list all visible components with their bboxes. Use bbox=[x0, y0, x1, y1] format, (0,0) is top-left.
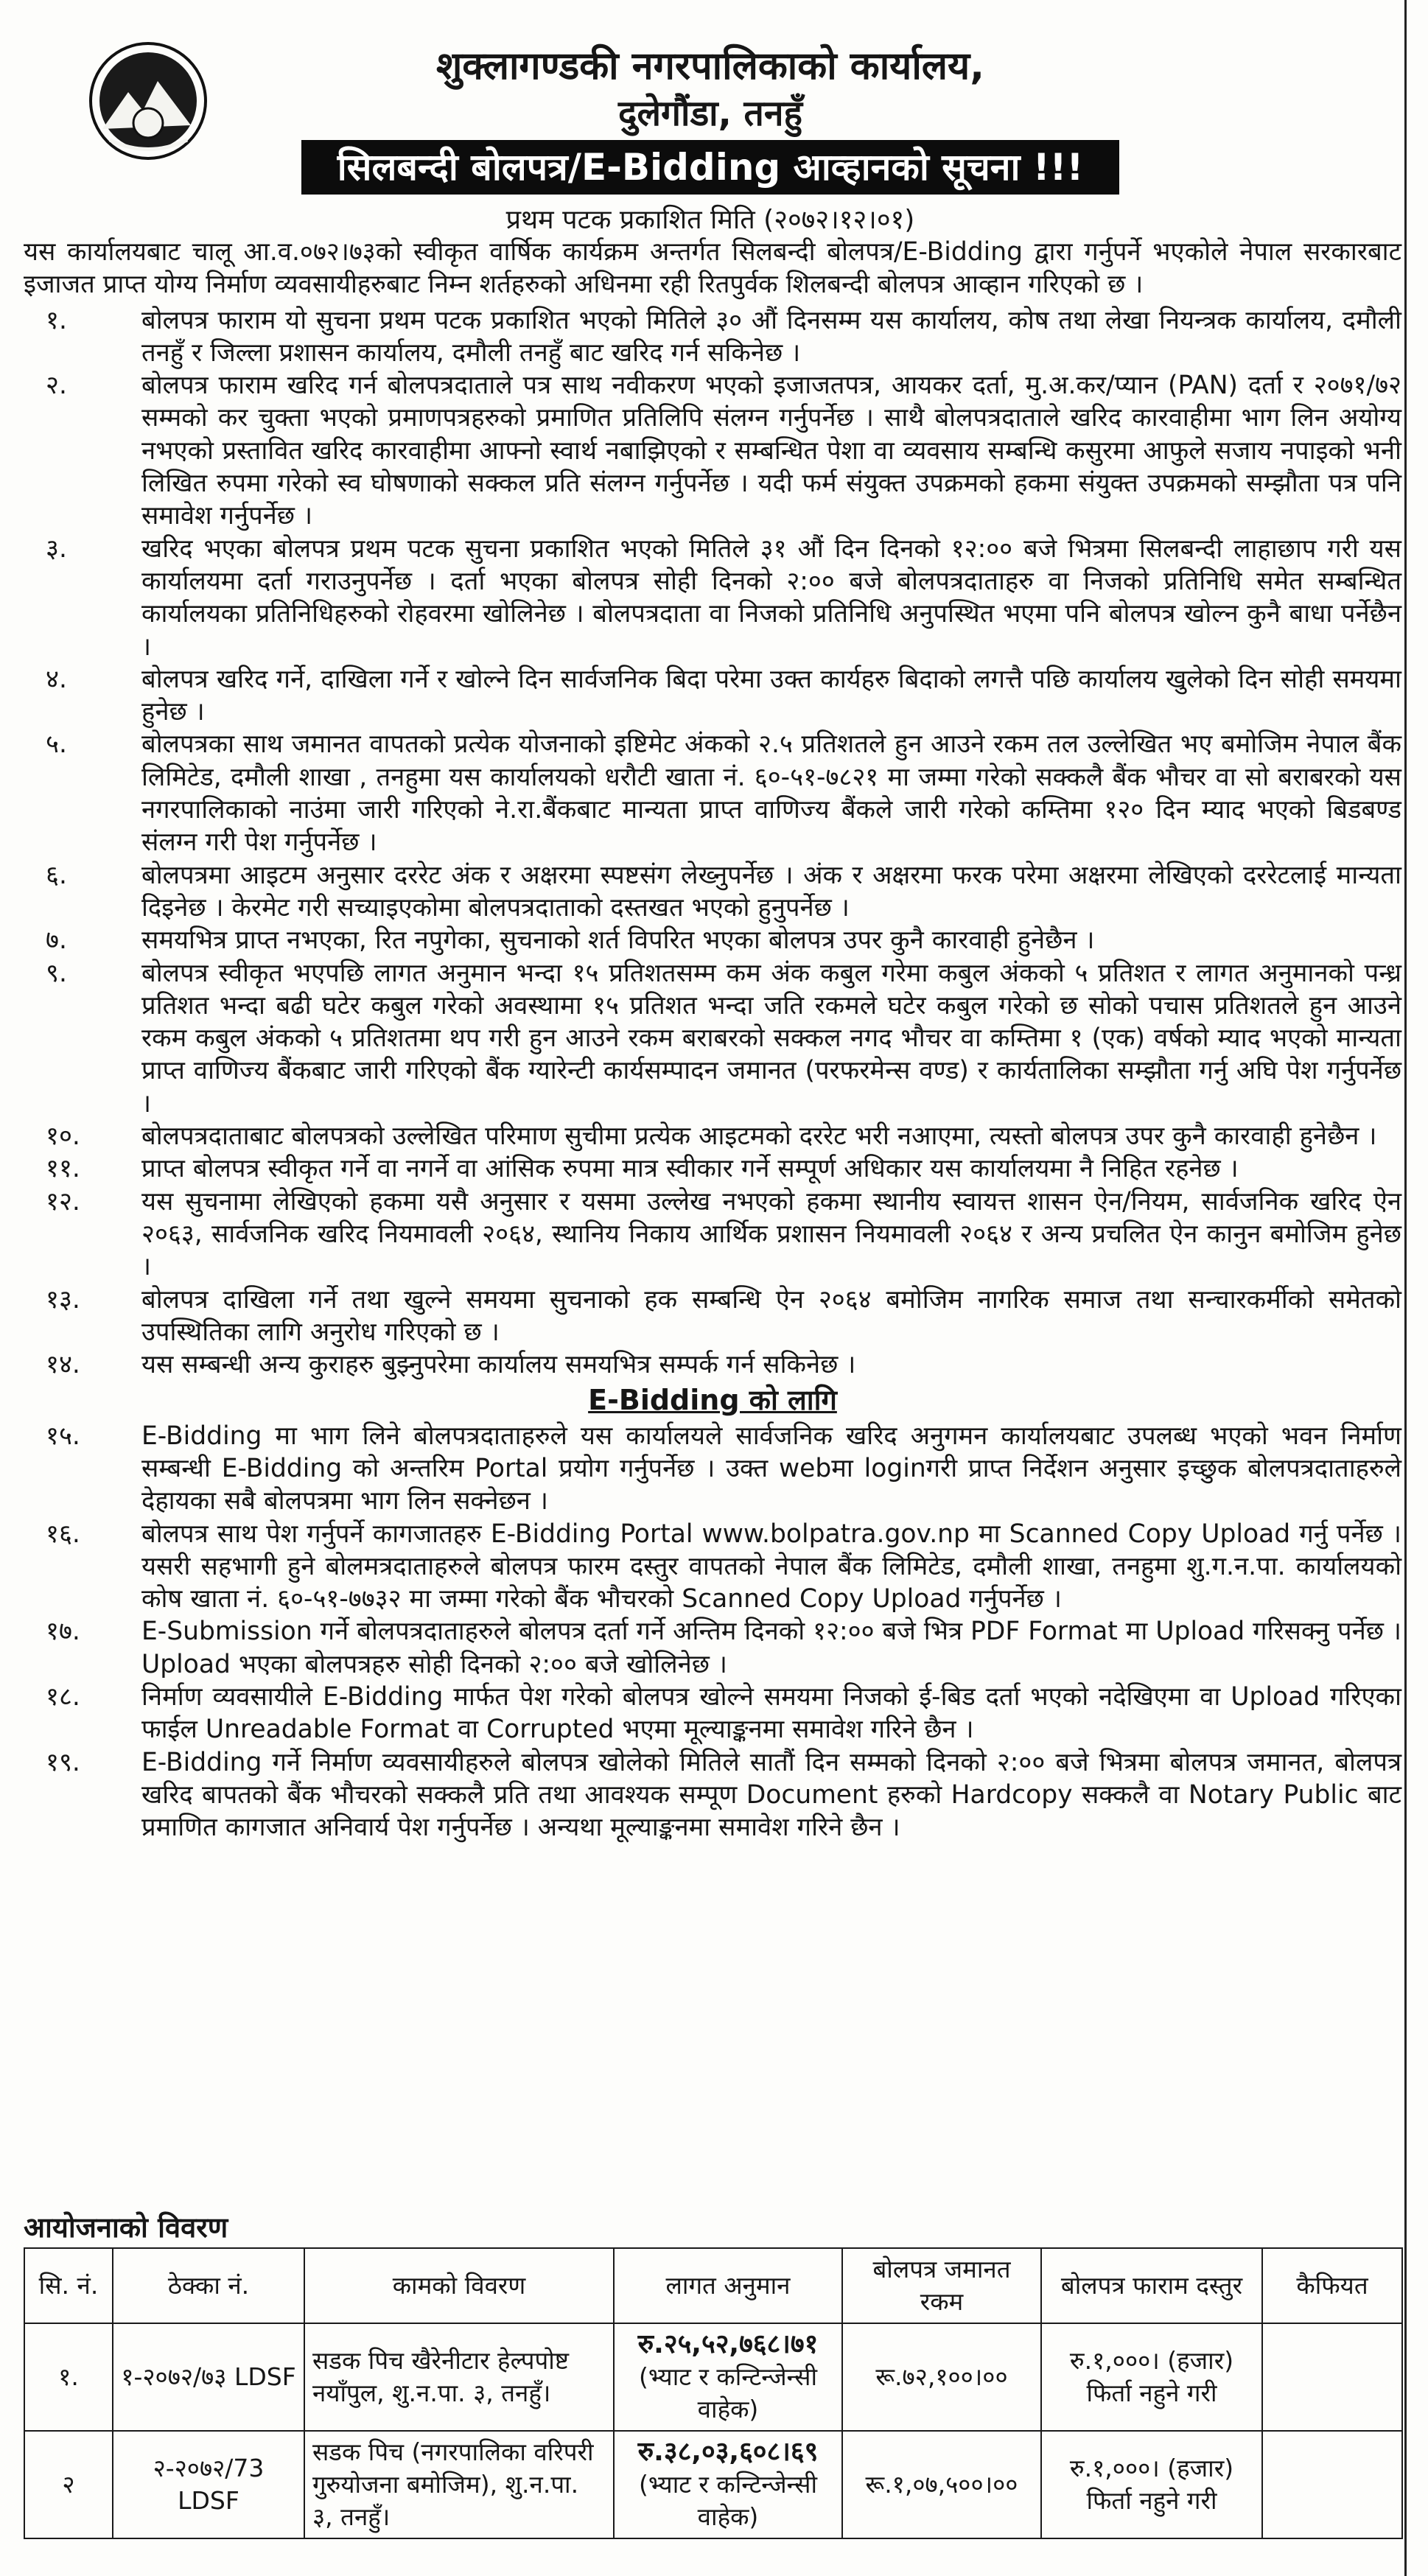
clause-number: ४. bbox=[46, 664, 67, 694]
clause-item bbox=[24, 1681, 1401, 1746]
table-row bbox=[24, 2323, 1402, 2431]
notice-page bbox=[10, 0, 1410, 2576]
clause-item bbox=[24, 1186, 1401, 1284]
clause-number: १. bbox=[46, 305, 67, 335]
clause-item bbox=[24, 1284, 1401, 1349]
row-fee: रु.१,०००। (हजार) फिर्ता नहुने गरी bbox=[1041, 2323, 1262, 2431]
clause-text: प्राप्त बोलपत्र स्वीकृत गर्ने वा नगर्ने वा आंसिक रुपमा मात्र स्वीकार गर्ने सम्पूर्ण अधिकार यस कार्यालयमा नै निहित रहनेछ । bbox=[141, 1154, 1239, 1184]
clause-text: यस सुचनामा लेखिएको हकमा यसै अनुसार र यसमा उल्लेख नभएको हकमा स्थानीय स्वायत्त शासन ऐन/नियम, सार्वजनिक खरिद ऐन २०६३, सार्वजनिक खरिद नियमावली २०६४, स्थानिय निकाय आर्थिक प्रशासन नियमावली २०६४ र अन्य प्रचलित ऐन कानुन बमोजिम हुनेछ । bbox=[141, 1186, 1401, 1282]
row-contract: २-२०७२/73 LDSF bbox=[113, 2431, 304, 2538]
clause-item bbox=[24, 1518, 1401, 1616]
clauses-list bbox=[24, 304, 1401, 1382]
clause-number: १९. bbox=[46, 1747, 80, 1777]
clause-item bbox=[24, 957, 1401, 1120]
clause-text: बोलपत्रमा आइटम अनुसार दररेट अंक र अक्षरमा स्पष्टसंग लेख्नुपर्नेछ । अंक र अक्षरमा फरक परेमा अक्षरमा लेखिएको दररेटलाई मान्यता दिइनेछ । केरमेट गरी सच्याइएकोमा बोलपत्रदाताको दस्तखत भएको हुनुपर्नेछ । bbox=[141, 860, 1401, 923]
clause-text: बोलपत्र खरिद गर्ने, दाखिला गर्ने र खोल्ने दिन सार्वजनिक बिदा परेमा उक्त कार्यहरु बिदाको लगत्तै पछि कार्यालय खुलेको दिन सोही समयमा हुनेछ । bbox=[141, 664, 1401, 727]
col-form-fee: बोलपत्र फाराम दस्तुर bbox=[1041, 2248, 1262, 2323]
row-fee: रु.१,०००। (हजार) फिर्ता नहुने गरी bbox=[1041, 2431, 1262, 2538]
clause-text: E-Submission गर्ने बोलपत्रदाताहरुले बोलपत्र दर्ता गर्ने अन्तिम दिनको १२:०० बजे भित्र PDF Format मा Upload गरिसक्नु पर्नेछ । Upload भएका बोलपत्रहरु सोही दिनको २:०० बजे खोलिनेछ । bbox=[141, 1617, 1401, 1679]
row-sn: २ bbox=[24, 2431, 113, 2538]
col-sn: सि. नं. bbox=[24, 2248, 113, 2323]
clause-text: बोलपत्र स्वीकृत भएपछि लागत अनुमान भन्दा १५ प्रतिशतसम्म कम अंक कबुल गरेमा कबुल अंकको ५ प्रतिशत र लागत अनुमानको पन्ध्र प्रतिशत भन्दा बढी घटेर कबुल गरेको अवस्थामा १५ प्रतिशत भन्दा जति रकमले घटेर कबुल गरेको छ सोको पचास प्रतिशतले हुन आउने रकम कबुल अंकको ५ प्रतिशतमा थप गरी हुन आउने रकम बराबरको सक्कल नगद भौचर वा कम्तिमा १ (एक) वर्षको म्याद भएको मान्यता प्राप्त वाणिज्य बैंकबाट जारी गरिएको बैंक ग्यारेन्टी कार्यसम्पादन जमानत (परफरमेन्स वण्ड) र कार्यतालिका सम्झौता गर्नु अघि पेश गर्नुपर्नेछ । bbox=[141, 958, 1401, 1119]
clause-item bbox=[24, 663, 1401, 729]
clause-number: ३. bbox=[46, 533, 67, 564]
office-address: दुलेगौंडा, तनहुँ bbox=[617, 93, 803, 134]
clause-item bbox=[24, 924, 1401, 956]
row-description: सडक पिच खैरेनीटार हेल्पपोष्ट नयाँपुल, शु.न.पा. ३, तनहुँ। bbox=[304, 2323, 614, 2431]
ebidding-heading: E-Bidding को लागि bbox=[588, 1384, 837, 1417]
project-table-title: आयोजनाको विवरण bbox=[24, 2211, 228, 2244]
office-name: शुक्लागण्डकी नगरपालिकाको कार्यालय, bbox=[436, 44, 984, 88]
notice-banner-title: सिलबन्दी बोलपत्र/E-Bidding आव्हानको सूचना !!! bbox=[301, 140, 1119, 195]
clause-item bbox=[24, 533, 1401, 663]
clause-item bbox=[24, 1615, 1401, 1681]
ebidding-clauses-list bbox=[24, 1420, 1401, 1844]
clause-text: बोलपत्रदाताबाट बोलपत्रको उल्लेखित परिमाण सुचीमा प्रत्येक आइटमको दररेट भरी नआएमा, त्यस्तो बोलपत्र उपर कुनै कारवाही हुनेछैन । bbox=[141, 1121, 1377, 1152]
clause-number: ७. bbox=[46, 925, 67, 956]
clause-text: समयभित्र प्राप्त नभएका, रित नपुगेका, सुचनाको शर्त विपरित भएका बोलपत्र उपर कुनै कारवाही हुनेछैन । bbox=[141, 925, 1095, 956]
nepal-emblem-icon bbox=[88, 41, 209, 162]
clause-text: बोलपत्रका साथ जमानत वापतको प्रत्येक योजनाको इष्टिमेट अंकको २.५ प्रतिशतले हुन आउने रकम तल उल्लेखित भए बमोजिम नेपाल बैंक लिमिटेड, दमौली शाखा , तनहुमा यस कार्यालयको धरौटी खाता नं. ६०-५१-७८२१ मा जम्मा गरेको सक्कलै बैंक भौचर वा सो बराबरको यस नगरपालिकाको नाउंमा जारी गरिएको ने.रा.बैंकबाट मान्यता प्राप्त वाणिज्य बैंकले जारी गरेको कम्तिमा १२० दिन म्याद भएको बिडबण्ड संलग्न गरी पेश गर्नुपर्नेछ । bbox=[141, 729, 1401, 858]
clause-item bbox=[24, 304, 1401, 370]
clause-item bbox=[24, 1348, 1401, 1381]
clause-number: २. bbox=[46, 371, 67, 401]
col-contract: ठेक्का नं. bbox=[113, 2248, 304, 2323]
row-contract: १-२०७२/७३ LDSF bbox=[113, 2323, 304, 2431]
clause-text: यस सम्बन्धी अन्य कुराहरु बुझ्नुपरेमा कार्यालय समयभित्र सम्पर्क गर्न सकिनेछ । bbox=[141, 1350, 856, 1380]
col-remarks: कैफियत bbox=[1262, 2248, 1402, 2323]
clause-text: खरिद भएका बोलपत्र प्रथम पटक सुचना प्रकाशित भएको मितिले ३१ औं दिन दिनको १२:०० बजे भित्रमा सिलबन्दी लाहाछाप गरी यस कार्यालयमा दर्ता गराउनुपर्नेछ । दर्ता भएका बोलपत्र सोही दिनको २:०० बजे बोलपत्रदाताहरु वा निजको प्रतिनिधि समेत सम्बन्धित कार्यालयका प्रतिनिधिहरुको रोहवरमा खोलिनेछ । बोलपत्रदाता वा निजको प्रतिनिधि अनुपस्थित भएमा पनि बोलपत्र खोल्न कुनै बाधा पर्नेछैन । bbox=[141, 533, 1401, 662]
row-cost: रु.२५,५२,७६८।७१ bbox=[637, 2329, 819, 2359]
clause-number: १२. bbox=[46, 1186, 80, 1217]
row-security: रू.१,०७,५००।०० bbox=[842, 2431, 1041, 2538]
clause-text: बोलपत्र फाराम यो सुचना प्रथम पटक प्रकाशित भएको मितिले ३० औं दिनसम्म यस कार्यालय, कोष तथा लेखा नियन्त्रक कार्यालय, दमौली तनहुँ र जिल्ला प्रशासन कार्यालय, दमौली तनहुँ बाट खरिद गर्न सकिनेछ । bbox=[141, 305, 1401, 368]
clause-number: १७. bbox=[46, 1617, 80, 1647]
clause-number: १८. bbox=[46, 1682, 80, 1712]
row-cost: रु.३८,०३,६०८।६९ bbox=[637, 2437, 819, 2467]
clause-number: ११. bbox=[46, 1154, 80, 1184]
row-cost-note: (भ्याट र कन्टिन्जेन्सी वाहेक) bbox=[638, 2362, 818, 2423]
row-cost-cell bbox=[614, 2431, 842, 2538]
clause-number: ६. bbox=[46, 860, 67, 890]
clause-number: १५. bbox=[46, 1421, 80, 1451]
clause-item bbox=[24, 1420, 1401, 1518]
clause-item bbox=[24, 369, 1401, 532]
clause-text: बोलपत्र दाखिला गर्ने तथा खुल्ने समयमा सुचनाको हक सम्बन्धि ऐन २०६४ बमोजिम नागरिक समाज तथा सन्चारकर्मीको समेतको उपस्थितिका लागि अनुरोध गरिएको छ । bbox=[141, 1284, 1401, 1347]
col-description: कामको विवरण bbox=[304, 2248, 614, 2323]
intro-paragraph: यस कार्यालयबाट चालू आ.व.०७२।७३को स्वीकृत वार्षिक कार्यक्रम अन्तर्गत सिलबन्दी बोलपत्र/E-Bidding द्वारा गर्नुपर्ने भएकोले नेपाल सरकारबाट इजाजत प्राप्त योग्य निर्माण व्यवसायीहरुबाट निम्न शर्तहरुको अधिनमा रही रितपुर्वक शिलबन्दी बोलपत्र आव्हान गरिएको छ । bbox=[24, 237, 1401, 300]
table-header-row bbox=[24, 2248, 1402, 2323]
clause-text: E-Bidding गर्ने निर्माण व्यवसायीहरुले बोलपत्र खोलेको मितिले सातौं दिन सम्मको दिनको २:०० बजे भित्रमा बोलपत्र जमानत, बोलपत्र खरिद बापतको बैंक भौचरको सक्कलै प्रति तथा आवश्यक सम्पूण Document हरुको Hardcopy सक्कलै वा Notary Public बाट प्रमाणित कागजात अनिवार्य पेश गर्नुपर्नेछ । अन्यथा मूल्याङ्कनमा समावेश गरिने छैन । bbox=[141, 1747, 1401, 1843]
page-border bbox=[1404, 0, 1407, 2576]
clause-text: बोलपत्र साथ पेश गर्नुपर्ने कागजातहरु E-Bidding Portal www.bolpatra.gov.np मा Scanned Copy Upload गर्नु पर्नेछ । यसरी सहभागी हुने बोलमत्रदाताहरुले बोलपत्र फारम दस्तुर वापतको नेपाल बैंक लिमिटेड, दमौली शाखा, तनहुमा शु.ग.न.पा. कार्यालयको कोष खाता नं. ६०-५१-७७३२ मा जम्मा गरेको बैंक भौचरको Scanned Copy Upload गर्नुपर्नेछ । bbox=[141, 1519, 1401, 1614]
clause-number: ९. bbox=[46, 958, 67, 988]
row-description: सडक पिच (नगरपालिका वरिपरी गुरुयोजना बमोजिम), शु.न.पा. ३, तनहुँ। bbox=[304, 2431, 614, 2538]
project-table bbox=[24, 2247, 1403, 2539]
clause-number: १६. bbox=[46, 1519, 80, 1549]
row-remark bbox=[1262, 2323, 1402, 2431]
col-cost-estimate: लागत अनुमान bbox=[614, 2248, 842, 2323]
clause-item bbox=[24, 728, 1401, 858]
clause-number: १०. bbox=[46, 1121, 80, 1152]
clause-item bbox=[24, 859, 1401, 925]
row-cost-cell bbox=[614, 2323, 842, 2431]
col-bid-security: बोलपत्र जमानत रकम bbox=[842, 2248, 1041, 2323]
row-security: रू.७२,१००।०० bbox=[842, 2323, 1041, 2431]
clause-text: निर्माण व्यवसायीले E-Bidding मार्फत पेश गरेको बोलपत्र खोल्ने समयमा निजको ई-बिड दर्ता भएको नदेखिएमा वा Upload गरिएका फाईल Unreadable Format वा Corrupted भएमा मूल्याङ्कनमा समावेश गरिने छैन । bbox=[141, 1682, 1401, 1745]
clause-item bbox=[24, 1746, 1401, 1844]
row-cost-note: (भ्याट र कन्टिन्जेन्सी वाहेक) bbox=[638, 2470, 818, 2531]
table-row bbox=[24, 2431, 1402, 2538]
notice-body bbox=[24, 236, 1401, 1844]
clause-number: ५. bbox=[46, 729, 67, 760]
clause-text: E-Bidding मा भाग लिने बोलपत्रदाताहरुले यस कार्यालयले सार्वजनिक खरिद अनुगमन कार्यालयबाट उपलब्ध भएको भवन निर्माण सम्बन्धी E-Bidding को अन्तरिम Portal प्रयोग गर्नुपर्नेछ । उक्त webमा loginगरी प्राप्त निर्देशन अनुसार इच्छुक बोलपत्रदाताहरुले देहायका सबै बोलपत्रमा भाग लिन सक्नेछन । bbox=[141, 1421, 1401, 1516]
clause-text: बोलपत्र फाराम खरिद गर्न बोलपत्रदाताले पत्र साथ नवीकरण भएको इजाजतपत्र, आयकर दर्ता, मु.अ.कर/प्यान (PAN) दर्ता र २०७१/७२ सम्मको कर चुक्ता भएको प्रमाणपत्रहरुको प्रमाणित प्रतिलिपि संलग्न गर्नुपर्नेछ । साथै बोलपत्रदाताले खरिद कारवाहीमा भाग लिन अयोग्य नभएको प्रस्तावित खरिद कारवाहीमा आफ्नो स्वार्थ नबाझिएको र सम्बन्धित पेशा वा व्यवसाय सम्बन्धि कसुरमा आफुले सजाय नपाइको भनी लिखित रुपमा गरेको स्व घोषणाको सक्कल प्रति संलग्न गर्नुपर्नेछ । यदी फर्म संयुक्त उपक्रमको हकमा संयुक्त उपक्रमको सम्झौता पत्र पनि समावेश गर्नुपर्नेछ । bbox=[141, 371, 1401, 531]
clause-number: १३. bbox=[46, 1284, 80, 1315]
clause-item bbox=[24, 1120, 1401, 1152]
row-remark bbox=[1262, 2431, 1402, 2538]
publication-date: प्रथम पटक प्रकाशित मिति (२०७२।१२।०१) bbox=[505, 205, 915, 235]
clause-item bbox=[24, 1152, 1401, 1185]
clause-number: १४. bbox=[46, 1350, 80, 1380]
row-sn: १. bbox=[24, 2323, 113, 2431]
